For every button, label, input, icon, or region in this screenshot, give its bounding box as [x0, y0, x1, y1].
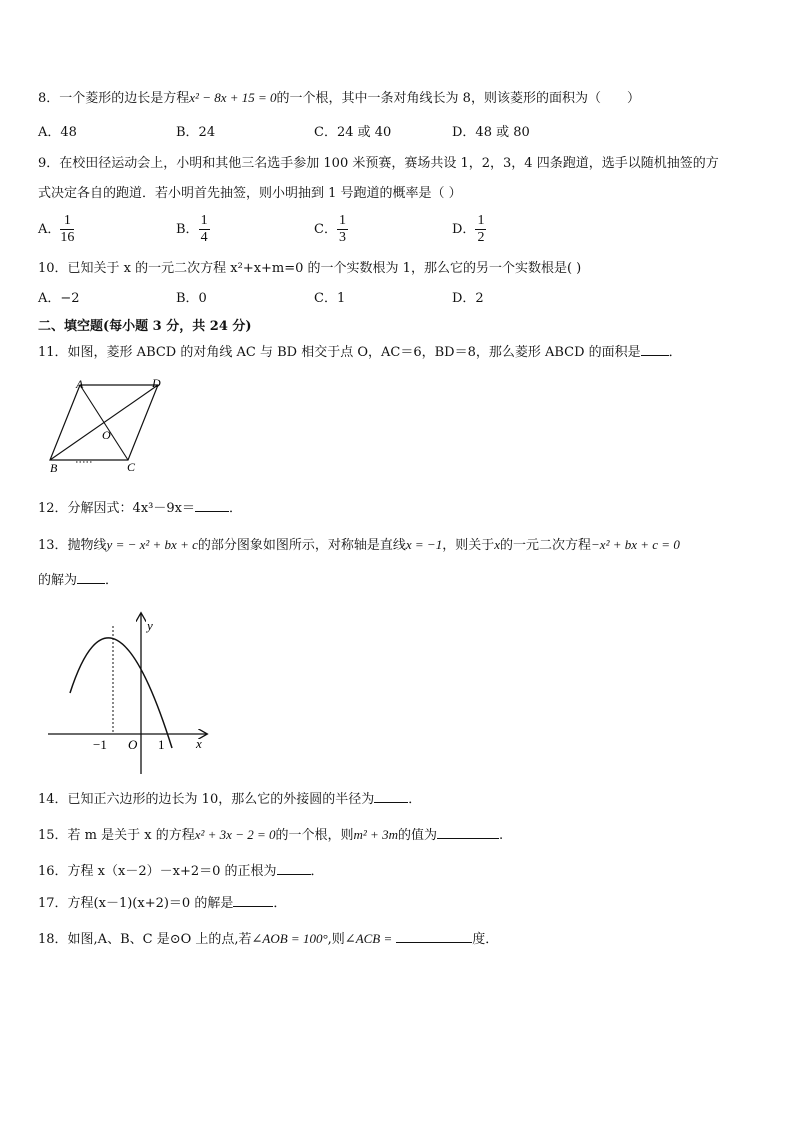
q15-text — [38, 826, 503, 845]
q18-answer-blank — [396, 930, 472, 943]
q15-text-end: . — [498, 828, 504, 843]
q10-text: 10．已知关于 x 的一元二次方程 x²+x+m=0 的一个实数根为 1，那么它的另一个实数根是( ) — [38, 261, 582, 276]
q8-text-pre: 8．一个菱形的边长是方程 — [38, 91, 190, 106]
q13-parabola-equation: y = − x² + bx + c — [106, 537, 198, 552]
q13-text-end: ． — [105, 573, 119, 588]
q9-c-denominator: 3 — [338, 230, 346, 245]
section-heading-fill-in: 二、填空题(每小题 3 分，共 24 分) — [38, 319, 252, 334]
q9-option-d-fraction — [475, 213, 486, 246]
label-d: D — [152, 376, 161, 390]
q9-b-numerator: 1 — [200, 213, 208, 228]
q16-text — [38, 862, 324, 881]
q11-rhombus-figure — [40, 372, 180, 480]
graph-label-x: x — [196, 736, 202, 751]
q15-post: 的值为 — [397, 828, 437, 843]
q8-equation: x² − 8x + 15 = 0 — [189, 90, 277, 105]
q8-option-d: D．48 或 80 — [452, 125, 530, 140]
q9-option-a-letter: A． — [38, 222, 61, 237]
graph-label-minus-one: −1 — [93, 737, 107, 752]
question-8 — [38, 89, 640, 108]
q14-text-end: ． — [408, 792, 422, 807]
parabola-curve — [70, 638, 172, 748]
q14-text — [38, 790, 421, 809]
q18-pre: 18．如图,A、B、C 是⊙O 上的点,若 — [38, 932, 252, 947]
q9-option-c-letter: C． — [314, 222, 337, 237]
q9-option-a-fraction — [60, 213, 74, 246]
graph-label-y: y — [147, 618, 153, 633]
q8-option-c: C．24 或 40 — [314, 125, 392, 140]
q15-answer-blank — [437, 826, 499, 839]
label-b: B — [50, 461, 58, 475]
q17-answer-blank — [233, 894, 273, 907]
q10-option-b: B．0 — [176, 291, 207, 306]
q10-option-d: D．2 — [452, 291, 484, 306]
q11-answer-blank — [641, 343, 669, 356]
q9-option-d-letter: D． — [452, 222, 476, 237]
q13-line-1 — [38, 536, 680, 555]
q13-mid2: ，则关于 — [442, 538, 495, 553]
graph-label-origin: O — [128, 737, 138, 752]
q15-mid: 的一个根，则 — [275, 828, 354, 843]
q9-line-2: 式决定各自的跑道．若小明首先抽签，则小明抽到 1 号跑道的概率是（ ） — [38, 186, 462, 201]
q9-option-b — [176, 213, 210, 246]
q9-b-denominator: 4 — [200, 230, 208, 245]
q11-text — [38, 343, 682, 362]
q8-option-b: B．24 — [176, 125, 216, 140]
q9-line-1: 9．在校田径运动会上，小明和其他三名选手参加 100 米预赛，赛场共设 1，2，3，4 四条跑道，选手以随机抽签的方 — [38, 156, 719, 171]
q9-d-denominator: 2 — [477, 230, 485, 245]
q13-mid: 的部分图象如图所示，对称轴是直线 — [197, 538, 406, 553]
q14-text-body: 14．已知正六边形的边长为 10，那么它的外接圆的半径为 — [38, 792, 375, 807]
q13-mid3: 的一元二次方程 — [500, 538, 592, 553]
q18-angle-acb: ∠ACB = — [344, 931, 393, 946]
graph-label-one: 1 — [158, 737, 165, 752]
label-a: A — [76, 377, 84, 391]
q14-answer-blank — [374, 790, 408, 803]
q11-text-body: 11．如图，菱形 ABCD 的对角线 AC 与 BD 相交于点 O，AC＝6，BD＝8，那么菱形 ABCD 的面积是 — [38, 345, 641, 360]
q11-text-end: ． — [668, 345, 682, 360]
q9-option-a — [38, 213, 74, 246]
q9-a-numerator: 1 — [60, 213, 74, 230]
q17-text-body: 17．方程(x－1)(x+2)＝0 的解是 — [38, 896, 234, 911]
q8-option-a: A．48 — [38, 125, 77, 140]
label-c: C — [127, 460, 136, 474]
q12-answer-blank — [195, 499, 229, 512]
q18-post: 度． — [472, 932, 499, 947]
q12-text-body: 12．分解因式：4x³－9x＝ — [38, 501, 195, 516]
q13-line-2 — [38, 571, 118, 590]
q17-text — [38, 894, 286, 913]
q17-text-end: ． — [273, 896, 287, 911]
q10-option-c: C．1 — [314, 291, 346, 306]
q18-mid: ,则 — [327, 932, 345, 947]
q9-option-b-letter: B． — [176, 222, 199, 237]
q13-line2-text: 的解为 — [38, 573, 78, 588]
q10-option-a: A．−2 — [38, 291, 80, 306]
q9-option-d — [452, 213, 486, 246]
diagonal-bd — [50, 385, 158, 460]
q9-c-numerator: 1 — [338, 213, 346, 228]
q13-quadratic-equation: −x² + bx + c = 0 — [591, 537, 680, 552]
q18-angle-aob: ∠AOB = 100° — [251, 931, 328, 946]
q15-pre: 15．若 m 是关于 x 的方程 — [38, 828, 195, 843]
q13-axis-equation: x = −1 — [405, 537, 443, 552]
q13-parabola-graph — [46, 608, 216, 778]
q9-a-denominator: 16 — [60, 230, 75, 245]
q12-text — [38, 499, 242, 518]
q16-answer-blank — [277, 862, 311, 875]
q8-text-post: 的一个根，其中一条对角线长为 8，则该菱形的面积为（ ） — [276, 91, 640, 106]
q15-equation: x² + 3x − 2 = 0 — [194, 827, 276, 842]
q13-answer-blank — [77, 571, 105, 584]
label-o: O — [102, 428, 111, 442]
q12-text-end: ． — [228, 501, 242, 516]
q9-d-numerator: 1 — [477, 213, 485, 228]
q15-expression: m² + 3m — [353, 827, 398, 842]
q9-option-c — [314, 213, 348, 246]
q9-option-c-fraction — [337, 213, 348, 246]
q13-variable: x — [494, 537, 501, 552]
q18-text — [38, 930, 498, 949]
q16-text-body: 16．方程 x（x－2）－x+2＝0 的正根为 — [38, 864, 277, 879]
q16-text-end: ． — [310, 864, 324, 879]
q9-option-b-fraction — [199, 213, 210, 246]
q13-pre: 13．抛物线 — [38, 538, 107, 553]
